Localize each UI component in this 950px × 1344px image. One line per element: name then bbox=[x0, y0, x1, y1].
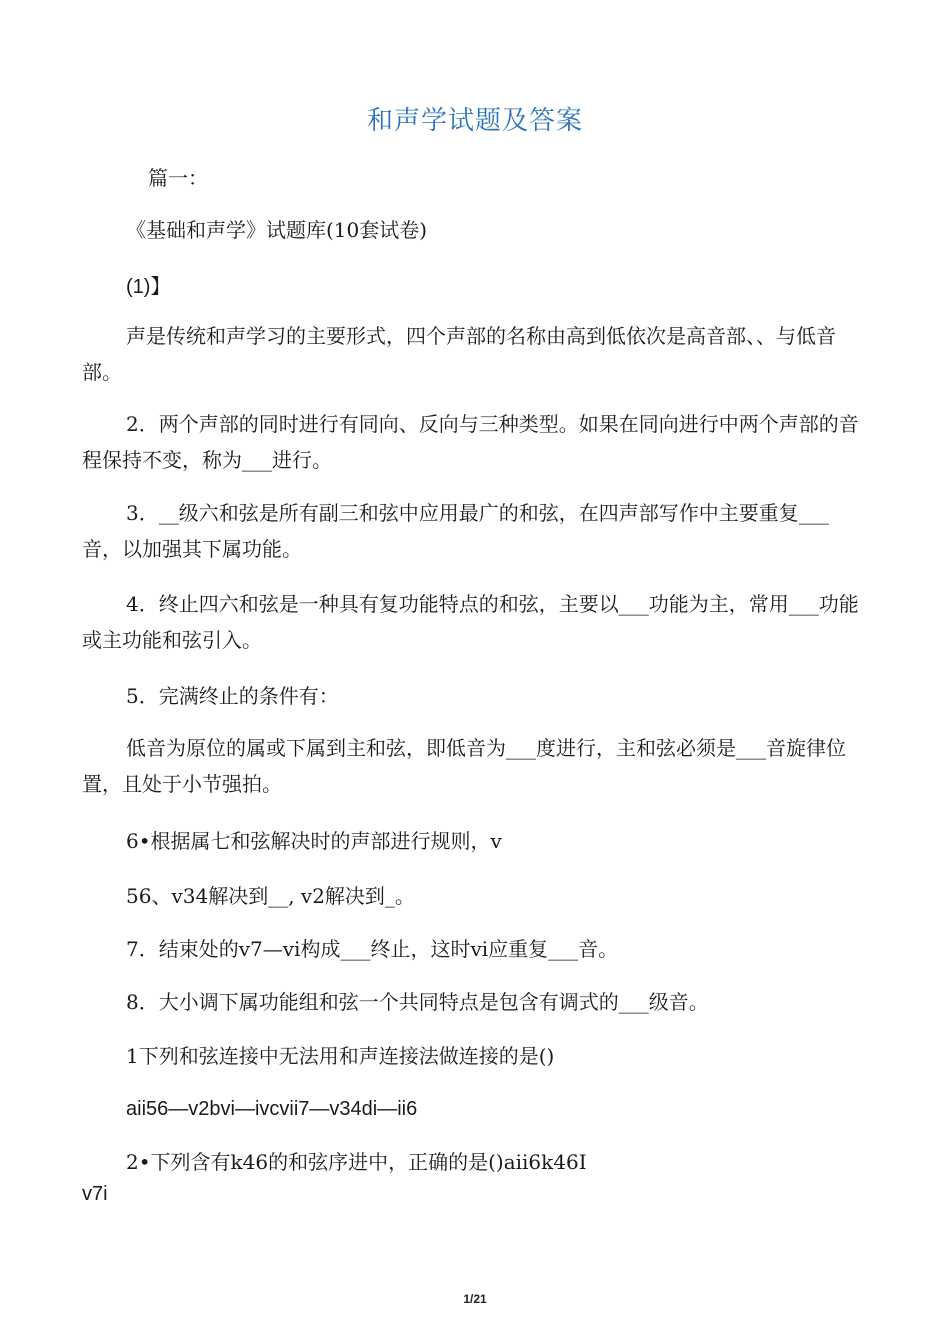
paragraph-3: 3．__级六和弦是所有副三和弦中应用最广的和弦，在四声部写作中主要重复___音，以加强其下属功能。 bbox=[82, 501, 829, 561]
paragraph-9: 7．结束处的v7—vi构成___终止，这时vi应重复___音。 bbox=[126, 937, 619, 961]
question-1-options: aii56—v2bvi—ivcvii7—v34di—ii6 bbox=[126, 1098, 418, 1120]
question-2: 2•下列含有k46的和弦序进中，正确的是()aii6k46Ⅰ bbox=[126, 1150, 587, 1174]
paragraph-8: 56、v34解决到__, v2解决到_。 bbox=[126, 884, 415, 908]
paragraph-1: 声是传统和声学习的主要形式，四个声部的名称由高到低依次是高音部、、与低音部。 bbox=[82, 324, 836, 384]
paragraph-6: 低音为原位的属或下属到主和弦，即低音为___度进行，主和弦必须是___音旋律位置，且处于小节强拍。 bbox=[82, 736, 846, 796]
paragraph-5: 5．完满终止的条件有： bbox=[126, 684, 339, 708]
set-label: (1)】 bbox=[126, 276, 171, 298]
page-number: 1/21 bbox=[463, 1292, 487, 1306]
paragraph-4: 4．终止四六和弦是一种具有复功能特点的和弦，主要以___功能为主，常用___功能或主功能和弦引入。 bbox=[82, 592, 859, 652]
question-1: 1下列和弦连接中无法用和声连接法做连接的是() bbox=[126, 1044, 555, 1068]
document-title: 和声学试题及答案 bbox=[366, 106, 583, 136]
paragraph-7: 6•根据属七和弦解决时的声部进行规则，v bbox=[126, 829, 502, 853]
paragraph-10: 8．大小调下属功能组和弦一个共同特点是包含有调式的___级音。 bbox=[126, 990, 709, 1014]
section-label: 篇一： bbox=[148, 166, 208, 190]
paragraph-2: 2．两个声部的同时进行有同向、反向与三种类型。如果在同向进行中两个声部的音程保持不变，称为___进行。 bbox=[82, 412, 859, 472]
question-2-continuation: v7i bbox=[82, 1183, 108, 1205]
subtitle: 《基础和声学》试题库(10套试卷) bbox=[126, 218, 428, 242]
